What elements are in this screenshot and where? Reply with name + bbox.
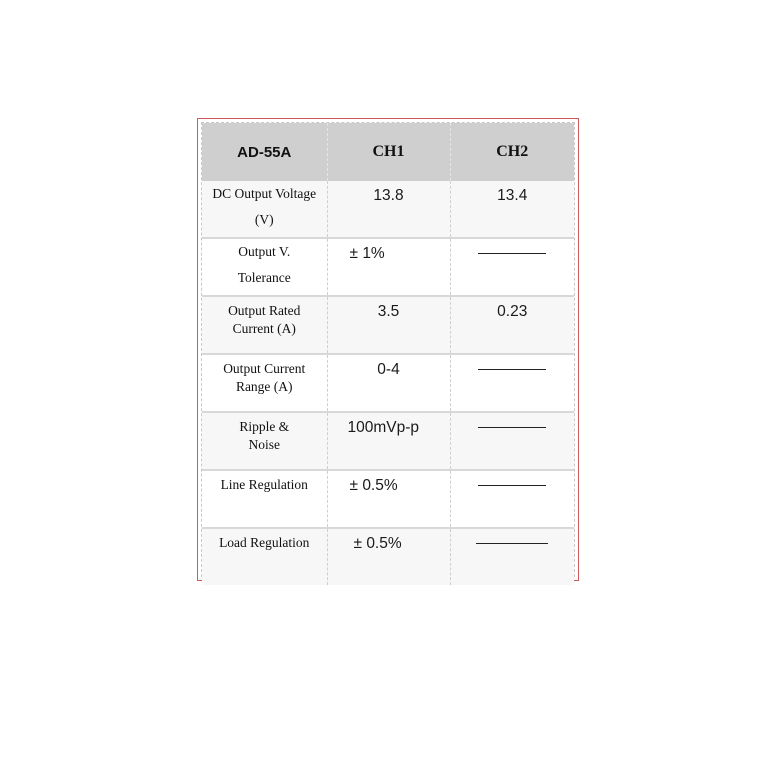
ch1-value: 3.5 — [377, 303, 400, 320]
param-line-regulation: Line Regulation — [220, 477, 308, 492]
param-cell — [202, 238, 327, 296]
table-row — [202, 296, 574, 354]
param-dc-output-voltage: DC Output Voltage (V) — [212, 186, 317, 227]
empty-value-dash — [478, 427, 546, 428]
param-cell — [202, 470, 327, 528]
param-load-regulation: Load Regulation — [219, 535, 310, 550]
ch1-cell — [327, 296, 450, 354]
param-cell — [202, 296, 327, 354]
spec-table — [202, 123, 574, 585]
param-output-rated-current: Output Rated Current (A) — [228, 303, 301, 336]
ch1-cell — [327, 181, 450, 238]
ch1-value: 100mVp-p — [347, 419, 420, 436]
table-row — [202, 181, 574, 238]
param-cell — [202, 528, 327, 585]
table-row — [202, 412, 574, 470]
table-header-row — [202, 123, 574, 181]
ch2-cell — [450, 470, 574, 528]
empty-value-dash — [478, 369, 546, 370]
ch1-value: 0-4 — [377, 361, 400, 378]
ch1-value: ± 0.5% — [349, 477, 398, 494]
ch1-cell — [327, 470, 450, 528]
ch2-cell — [450, 238, 574, 296]
empty-value-dash — [478, 485, 546, 486]
ch1-value: ± 1% — [349, 245, 385, 262]
ch1-cell — [327, 412, 450, 470]
param-cell — [202, 181, 327, 238]
header-ch2: CH2 — [450, 123, 574, 181]
empty-value-dash — [476, 543, 548, 544]
param-output-v-tolerance: Output V. Tolerance — [237, 244, 291, 285]
ch1-cell — [327, 238, 450, 296]
ch2-cell — [450, 528, 574, 585]
table-row — [202, 528, 574, 585]
header-model: AD-55A — [202, 123, 327, 181]
header-ch1: CH1 — [327, 123, 450, 181]
ch2-value: 0.23 — [497, 303, 528, 320]
param-cell — [202, 412, 327, 470]
ch1-cell — [327, 354, 450, 412]
param-output-current-range: Output Current Range (A) — [223, 361, 306, 394]
ch1-cell — [327, 528, 450, 585]
ch2-value: 13.4 — [497, 187, 528, 204]
spec-table-frame — [197, 118, 579, 581]
empty-value-dash — [478, 253, 546, 254]
ch2-cell — [450, 354, 574, 412]
param-ripple-noise: Ripple & Noise — [239, 419, 290, 452]
ch2-cell — [450, 296, 574, 354]
ch2-cell — [450, 412, 574, 470]
table-row — [202, 470, 574, 528]
ch2-cell — [450, 181, 574, 238]
ch1-value: ± 0.5% — [353, 535, 402, 552]
table-row — [202, 238, 574, 296]
table-row — [202, 354, 574, 412]
ch1-value: 13.8 — [373, 187, 404, 204]
param-cell — [202, 354, 327, 412]
